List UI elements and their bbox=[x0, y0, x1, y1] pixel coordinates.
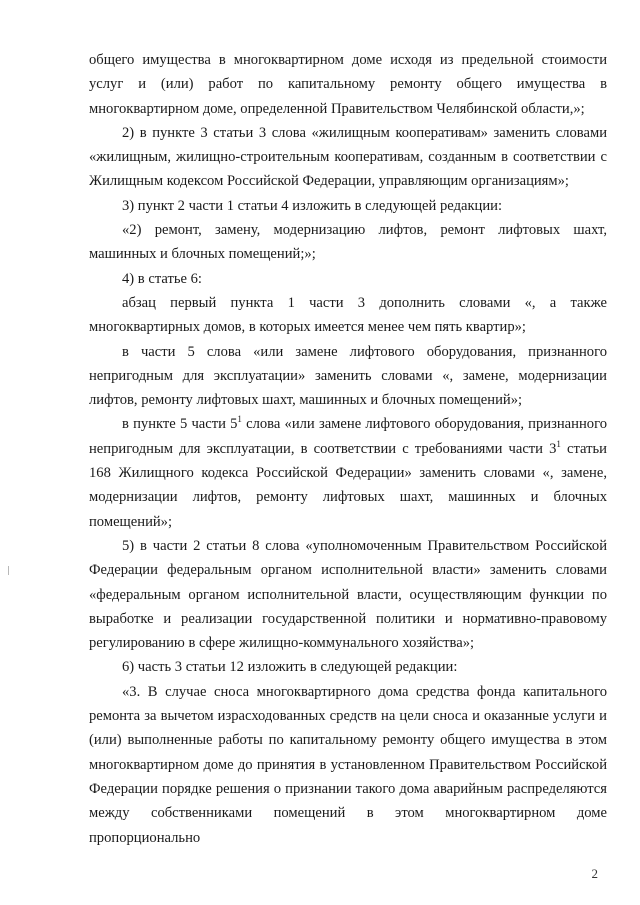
page-number: 2 bbox=[591, 866, 598, 881]
text-run: статьи 168 Жилищного кодекса Российской Федерации» заменить словами «, замене, модернизации лифтов, ремонту лифтовых шахт, машинных и блочных помещений»; bbox=[89, 440, 607, 530]
superscript: 1 bbox=[556, 438, 561, 449]
paragraph: абзац первый пункта 1 части 3 дополнить словами «, а также многоквартирных домов, в которых имеется менее чем пять квартир»; bbox=[89, 294, 607, 336]
text-run: слова «или замене лифтового оборудования, признанного непригодным для эксплуатации, в соответствии с требованиями части 3 bbox=[89, 416, 607, 457]
paragraph: 3) пункт 2 части 1 статьи 4 изложить в следующей редакции: bbox=[122, 197, 503, 214]
paragraph: 5) в части 2 статьи 8 слова «уполномоченным Правительством Российской Федерации федеральным органом исполнительной власти» заменить словами «федеральным органом исполнительной власти, осуществляющим функции по выработке и реализации государственной политики и нормативно-правовому регулированию в сфере жилищно-коммунального хозяйства»; bbox=[89, 537, 607, 652]
paragraph: 4) в статье 6: bbox=[122, 270, 202, 287]
text-run: в пункте 5 части 5 bbox=[122, 416, 238, 433]
paragraph: 2) в пункте 3 статьи 3 слова «жилищным кооперативам» заменить словами «жилищным, жилищно-строительным кооперативам, созданным в соответствии с Жилищным кодексом Российской Федерации, управляющим организациям»; bbox=[89, 124, 607, 190]
superscript: 1 bbox=[237, 414, 242, 425]
paragraph: в части 5 слова «или замене лифтового оборудования, признанного непригодным для эксплуатации» заменить словами «, замене, модернизации лифтов, ремонту лифтовых шахт, машинных и блочных помещений»; bbox=[89, 343, 607, 409]
paragraph: «2) ремонт, замену, модернизацию лифтов, ремонт лифтовых шахт, машинных и блочных помещений;»; bbox=[89, 222, 607, 263]
paragraph: общего имущества в многоквартирном доме исходя из предельной стоимости услуг и (или) работ по капитальному ремонту общего имущества в многоквартирном доме, определенной Правительством Челябинской области,»; bbox=[89, 52, 607, 117]
paragraph: 6) часть 3 статьи 12 изложить в следующей редакции: bbox=[122, 659, 458, 676]
document-body bbox=[89, 48, 607, 850]
paragraph-with-superscripts bbox=[89, 412, 607, 533]
scan-mark bbox=[8, 566, 9, 575]
paragraph: «3. В случае сноса многоквартирного дома средства фонда капитального ремонта за вычетом израсходованных средств на цели сноса и оказанные услуги и (или) выполненные работы по капитальному ремонту общего имущества в этом многоквартирном доме до принятия в установленном Правительством Российской Федерации порядке решения о признании такого дома аварийным распределяются между собственниками помещений в этом многоквартирном доме пропорционально bbox=[89, 683, 607, 846]
